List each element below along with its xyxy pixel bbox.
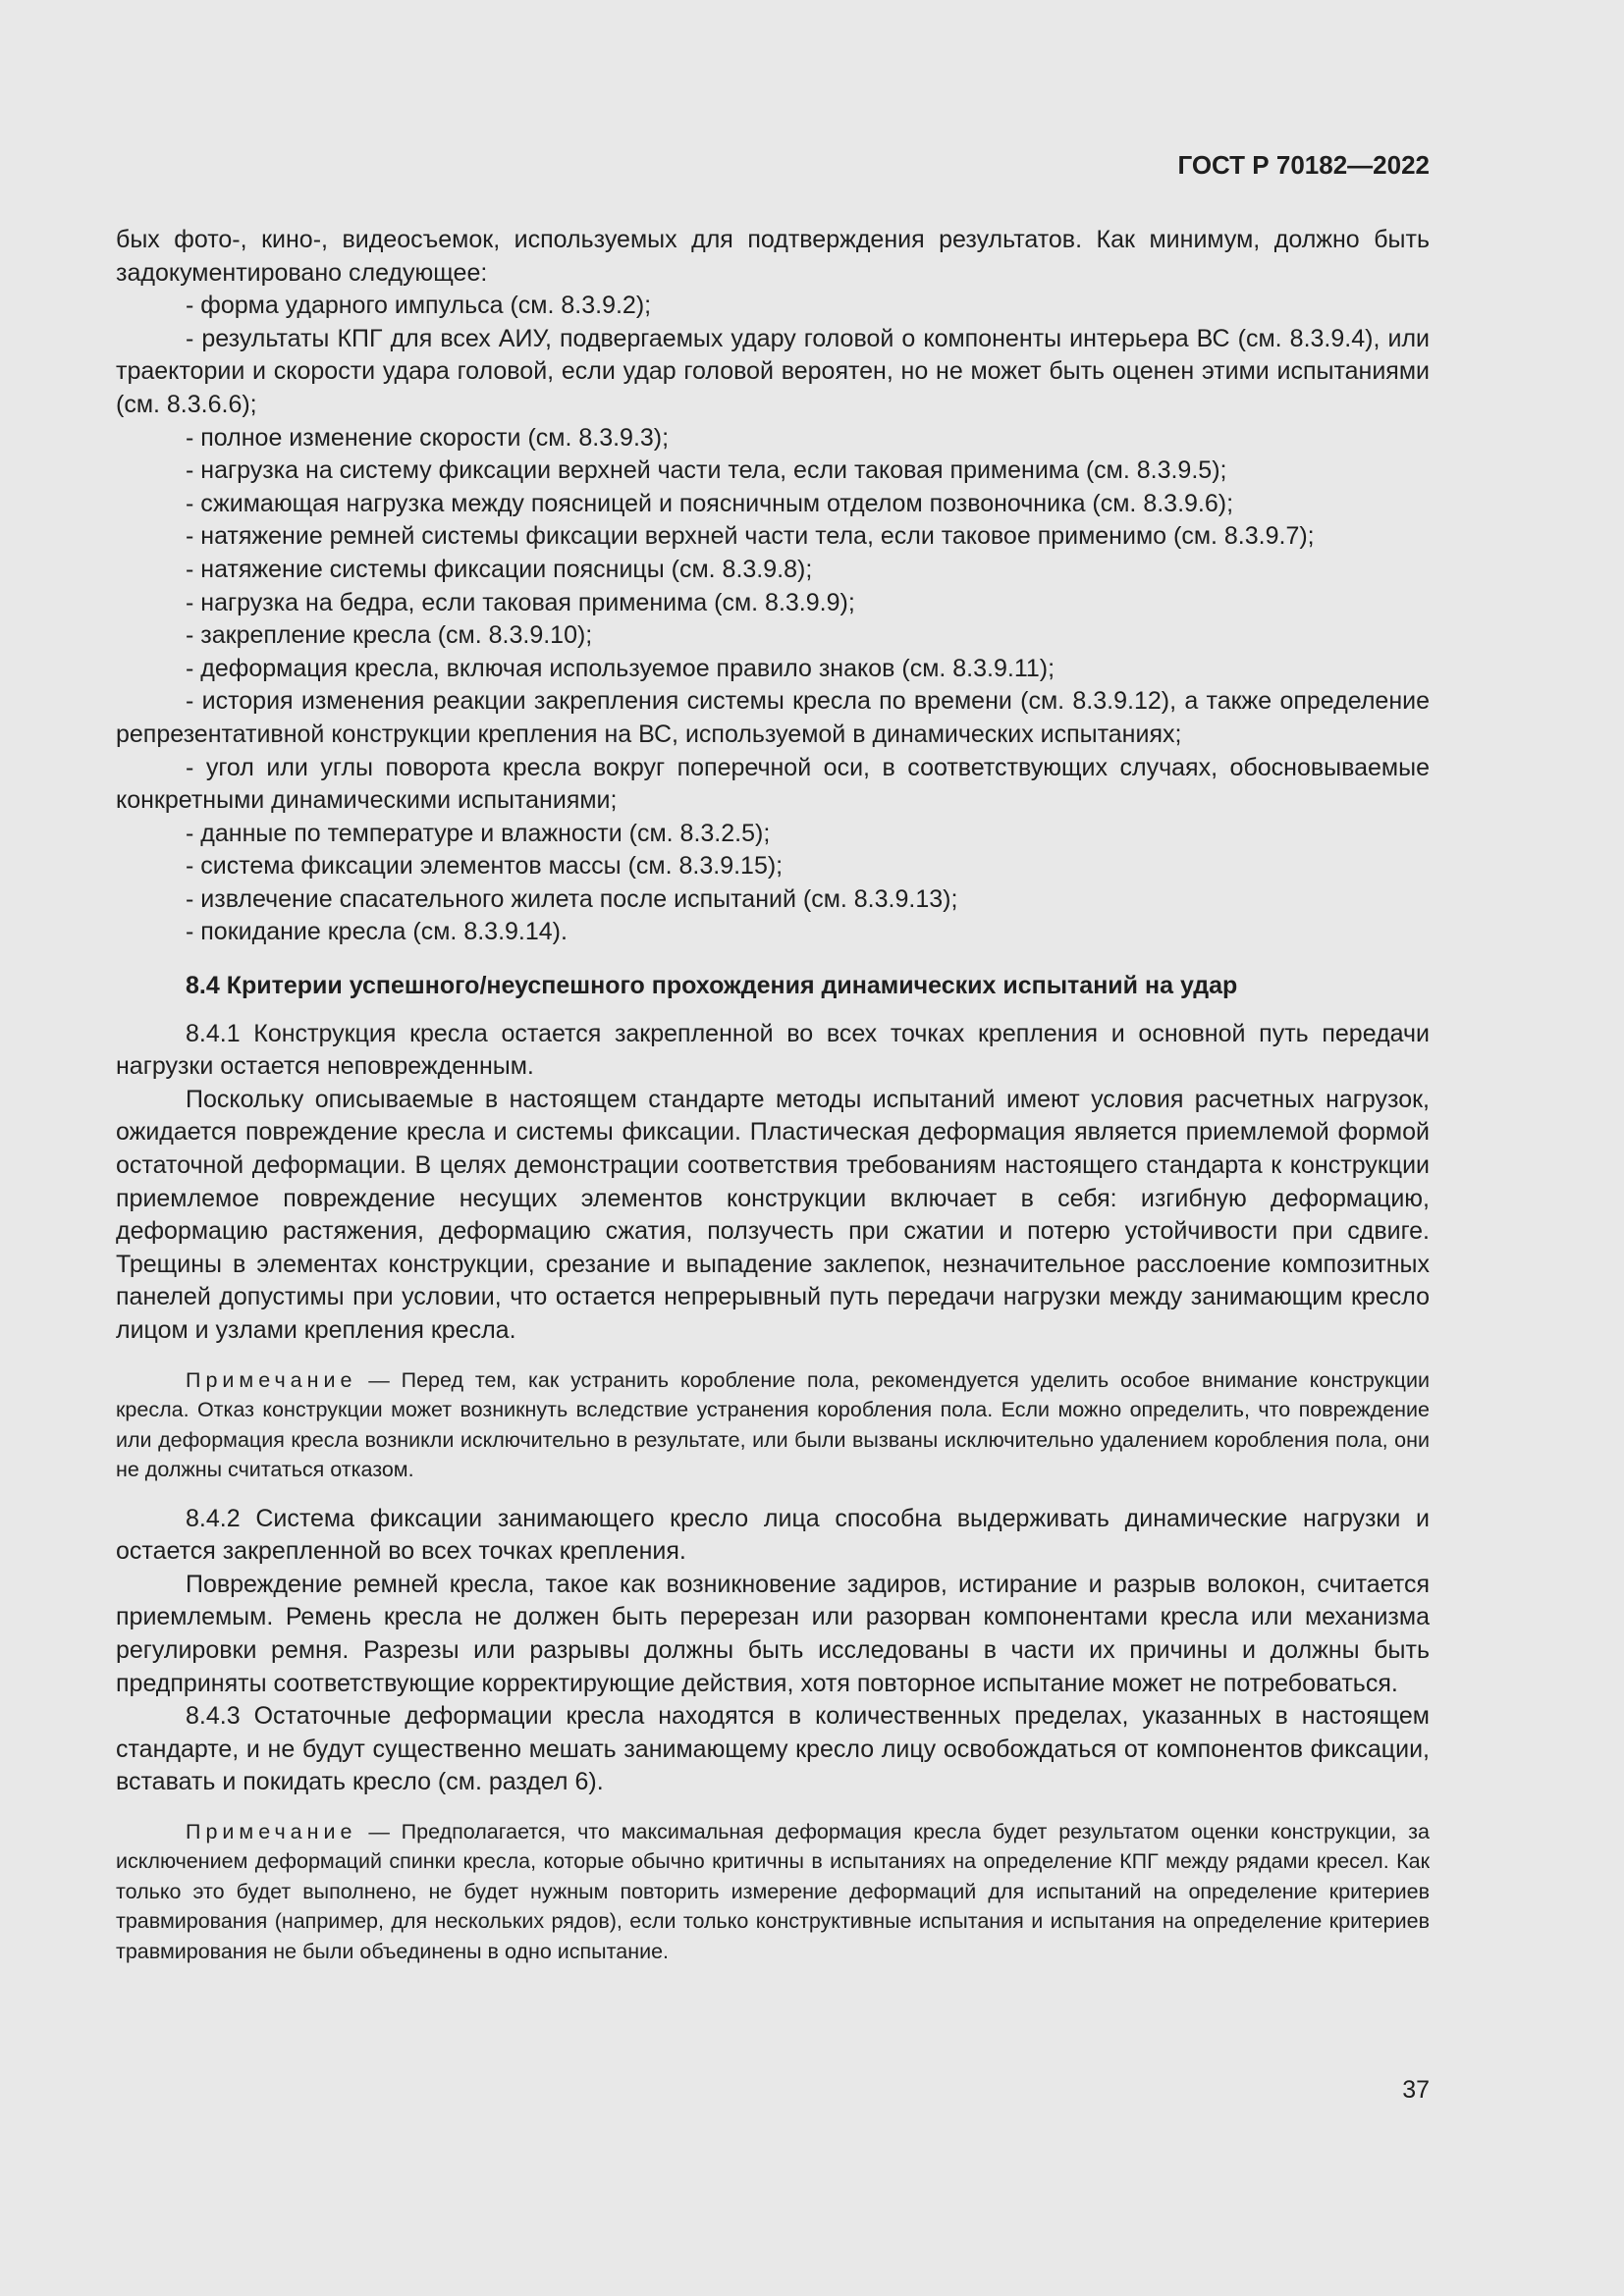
document-body xyxy=(116,224,1430,1966)
note-text: — Предполагается, что максимальная деформация кресла будет результатом оценки конструкции, за исключением деформаций спинки кресла, которые обычно критичны в испытаниях на определение КПГ между рядами кресел. Как только это будет выполнено, не будет нужным повторить измерение деформаций для испытаний на определение критериев травмирования (например, для нескольких рядов), если только конструктивные испытания и испытания на определение критериев травмирования не были объединены в одно испытание. xyxy=(116,1819,1430,1963)
list-item: - натяжение ремней системы фиксации верхней части тела, если таковое применимо (см. 8.3.9.7); xyxy=(186,522,1315,551)
list-item: - натяжение системы фиксации поясницы (см. 8.3.9.8); xyxy=(186,555,813,583)
page-number: 37 xyxy=(1402,2076,1430,2104)
document-header: ГОСТ Р 70182—2022 xyxy=(1177,150,1430,180)
list-item: - полное изменение скорости (см. 8.3.9.3); xyxy=(186,423,670,452)
list-item: - данные по температуре и влажности (см. 8.3.2.5); xyxy=(186,819,771,847)
list-item: - форма ударного импульса (см. 8.3.9.2); xyxy=(186,292,652,320)
clause-8-4-2-block xyxy=(116,1503,1430,1799)
list-item: - нагрузка на систему фиксации верхней части тела, если таковая применима (см. 8.3.9.5); xyxy=(186,456,1227,485)
list-item: - сжимающая нагрузка между поясницей и поясничным отделом позвоночника (см. 8.3.9.6); xyxy=(186,489,1234,517)
list-item: - результаты КПГ для всех АИУ, подвергаемых удару головой о компоненты интерьера ВС (см. 8.3.9.4), или траектории и скорости удара головой, если удар головой вероятен, но не может быть оценен этими испытаниями (см. 8.3.6.6); xyxy=(116,324,1430,418)
list-item: - деформация кресла, включая используемое правило знаков (см. 8.3.9.11); xyxy=(186,654,1056,682)
list-item: - история изменения реакции закрепления системы кресла по времени (см. 8.3.9.12), а также определение репрезентативной конструкции крепления на ВС, используемой в динамических испытаниях; xyxy=(116,687,1430,748)
note-2 xyxy=(116,1817,1430,1967)
clause-8-4-1-explanation: Поскольку описываемые в настоящем стандарте методы испытаний имеют условия расчетных нагрузок, ожидается повреждение кресла и системы фиксации. Пластическая деформация является приемлемой формой остаточной деформации. В целях демонстрации соответствия требованиям настоящего стандарта к конструкции приемлемое повреждение несущих элементов конструкции включает в себя: изгибную деформацию, деформацию растяжения, деформацию сжатия, ползучесть при сжатии и потерю устойчивости при сдвиге. Трещины в элементах конструкции, срезание и выпадение заклепок, незначительное расслоение композитных панелей допустимы при условии, что остается непрерывный путь передачи нагрузки между занимающим кресло лицом и узлами крепления кресла. xyxy=(116,1085,1430,1344)
note-label: Примечание xyxy=(186,1367,357,1392)
note-label: Примечание xyxy=(186,1819,357,1843)
list-item: - система фиксации элементов массы (см. 8.3.9.15); xyxy=(186,852,784,881)
clause-8-4-1: 8.4.1 Конструкция кресла остается закрепленной во всех точках крепления и основной путь передачи нагрузки остается неповрежденным. xyxy=(116,1019,1430,1081)
section-heading: 8.4 Критерии успешного/неуспешного прохождения динамических испытаний на удар xyxy=(186,972,1238,1000)
intro-paragraph: бых фото-, кино-, видеосъемок, используемых для подтверждения результатов. Как минимум, должно быть задокументировано следующее: xyxy=(116,226,1430,287)
clause-8-4-3: 8.4.3 Остаточные деформации кресла находятся в количественных пределах, указанных в настоящем стандарте, и не будут существенно мешать занимающему кресло лицу освобождаться от компонентов фиксации, вставать и покидать кресло (см. раздел 6). xyxy=(116,1702,1430,1796)
list-item: - угол или углы поворота кресла вокруг поперечной оси, в соответствующих случаях, обосновываемые конкретными динамическими испытаниями; xyxy=(116,753,1430,815)
list-item: - покидание кресла (см. 8.3.9.14). xyxy=(186,918,568,946)
list-item: - нагрузка на бедра, если таковая применима (см. 8.3.9.9); xyxy=(186,588,855,616)
clause-8-4-2-explanation: Повреждение ремней кресла, такое как возникновение задиров, истирание и разрыв волокон, считается приемлемым. Ремень кресла не должен быть перерезан или разорван компонентами кресла или механизма регулировки ремня. Разрезы или разрывы должны быть исследованы в части их причины и должны быть предприняты соответствующие корректирующие действия, хотя повторное испытание может не потребоваться. xyxy=(116,1570,1430,1697)
note-text: — Перед тем, как устранить коробление пола, рекомендуется уделить особое внимание конструкции кресла. Отказ конструкции может возникнуть вследствие устранения коробления пола. Если можно определить, что повреждение или деформация кресла возникли исключительно в результате, или были вызваны исключительно удалением коробления пола, они не должны считаться отказом. xyxy=(116,1367,1430,1482)
list-item: - извлечение спасательного жилета после испытаний (см. 8.3.9.13); xyxy=(186,884,958,913)
note-1 xyxy=(116,1365,1430,1485)
clause-8-4-2: 8.4.2 Система фиксации занимающего кресло лица способна выдерживать динамические нагрузки и остается закрепленной во всех точках крепления. xyxy=(116,1504,1430,1566)
list-item: - закрепление кресла (см. 8.3.9.10); xyxy=(186,621,593,650)
